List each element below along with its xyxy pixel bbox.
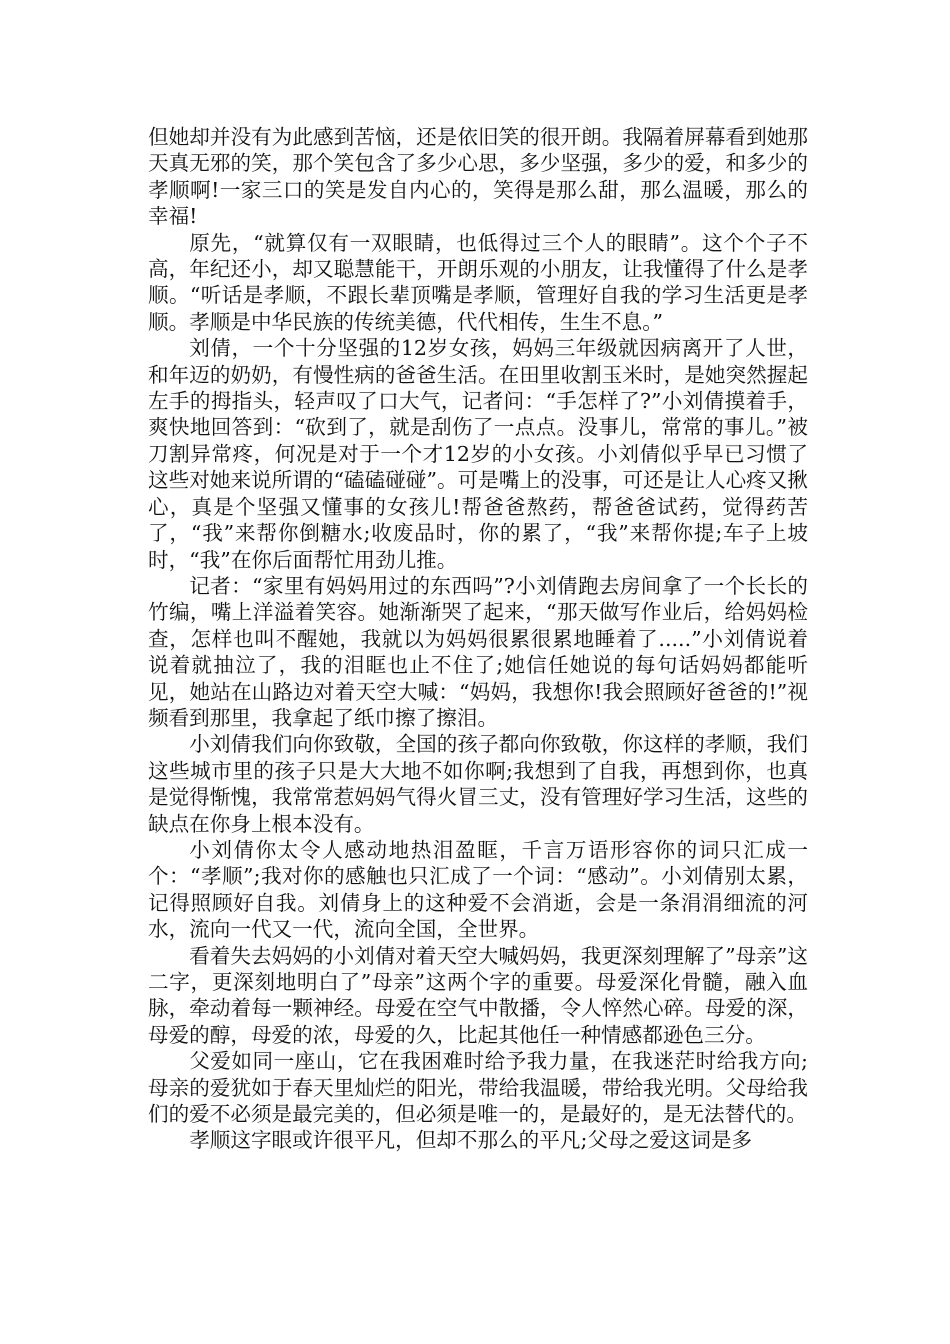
document-page	[148, 124, 808, 1154]
paragraph: 孝顺这字眼或许很平凡，但却不那么的平凡;父母之爱这词是多	[189, 1128, 753, 1153]
paragraph: 刘倩，一个十分坚强的12岁女孩，妈妈三年级就因病离开了人世，和年迈的奶奶，有慢性病的爸爸生活。在田里收割玉米时，是她突然握起左手的拇指头，轻声叹了口大气，记者问：“手怎样了?”小刘倩摸着手，爽快地回答到：“砍到了，就是刮伤了一点点。没事儿，常常的事儿。”被刀割异常疼，何况是对于一个才12岁的小女孩。小刘倩似乎早已习惯了这些对她来说所谓的“磕磕碰碰”。可是嘴上的没事，可还是让人心疼又揪心，真是个坚强又懂事的女孩儿!帮爸爸熬药，帮爸爸试药，觉得药苦了，“我”来帮你倒糖水;收废品时，你的累了，“我”来帮你提;车子上坡时，“我”在你后面帮忙用劲儿推。	[148, 336, 808, 572]
paragraph: 原先，“就算仅有一双眼睛，也低得过三个人的眼睛”。这个个子不高，年纪还小，却又聪慧能干，开朗乐观的小朋友，让我懂得了什么是孝顺。“听话是孝顺，不跟长辈顶嘴是孝顺，管理好自我的学习生活更是孝顺。孝顺是中华民族的传统美德，代代相传，生生不息。”	[148, 230, 808, 334]
paragraph: 小刘倩我们向你致敬，全国的孩子都向你致敬，你这样的孝顺，我们这些城市里的孩子只是大大地不如你啊;我想到了自我，再想到你，也真是觉得惭愧，我常常惹妈妈气得火冒三丈，没有管理好学习生活，这些的缺点在你身上根本没有。	[148, 732, 808, 836]
paragraph: 看着失去妈妈的小刘倩对着天空大喊妈妈，我更深刻理解了”母亲”这二字，更深刻地明白了”母亲”这两个字的重要。母爱深化骨髓，融入血脉，牵动着每一颗神经。母爱在空气中散播，令人悴然心碎。母爱的深，母爱的醇，母爱的浓，母爱的久，比起其他任一种情感都逊色三分。	[148, 943, 808, 1047]
paragraph: 父爱如同一座山，它在我困难时给予我力量，在我迷茫时给我方向;母亲的爱犹如于春天里灿烂的阳光，带给我温暖，带给我光明。父母给我们的爱不必须是最完美的，但必须是唯一的，是最好的，是无法替代的。	[148, 1049, 808, 1127]
paragraph: 记者：“家里有妈妈用过的东西吗”?小刘倩跑去房间拿了一个长长的竹编，嘴上洋溢着笑容。她渐渐哭了起来，“那天做写作业后，给妈妈检查，怎样也叫不醒她，我就以为妈妈很累很累地睡着了.....”小刘倩说着说着就抽泣了，我的泪眶也止不住了;她信任她说的每句话妈妈都能听见，她站在山路边对着天空大喊：“妈妈，我想你!我会照顾好爸爸的!”视频看到那里，我拿起了纸巾擦了擦泪。	[148, 573, 808, 730]
paragraph: 小刘倩你太令人感动地热泪盈眶，千言万语形容你的词只汇成一个：“孝顺”;我对你的感触也只汇成了一个词：“感动”。小刘倩别太累，记得照顾好自我。刘倩身上的这种爱不会消逝，会是一条涓涓细流的河水，流向一代又一代，流向全国，全世界。	[148, 837, 808, 942]
paragraph: 但她却并没有为此感到苦恼，还是依旧笑的很开朗。我隔着屏幕看到她那天真无邪的笑，那个笑包含了多少心思，多少坚强，多少的爱，和多少的孝顺啊!一家三口的笑是发自内心的，笑得是那么甜，那么温暖，那么的幸福!	[148, 125, 808, 229]
